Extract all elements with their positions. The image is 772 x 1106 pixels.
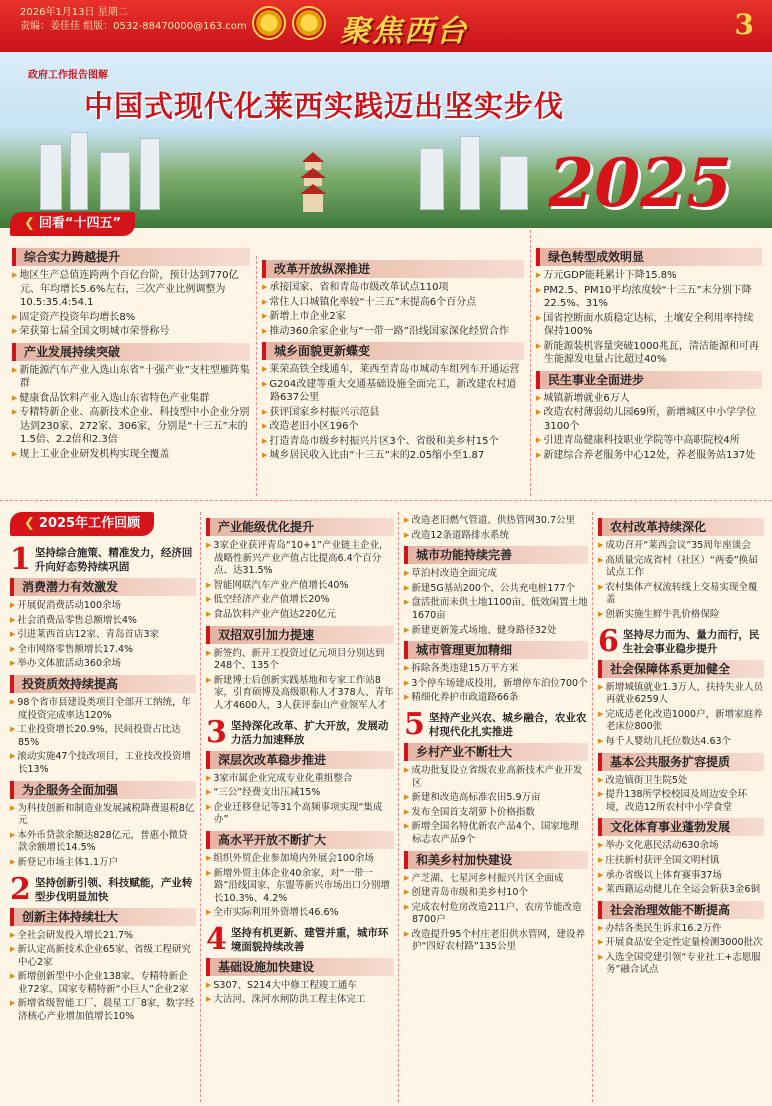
section-heading: 和美乡村加快建设 [404,851,588,869]
work-review-banner-label: 2025年工作回顾 [38,516,141,531]
list-item: ▶ 举办文体旅活动360余场 [10,657,196,671]
list-item: ▶ 3家企业获评青岛“10+1”产业链主企业，战略性新兴产业产值占比提高6.4个百分点、达31.5% [206,539,394,578]
section-heading: 创新主体持续壮大 [10,908,196,926]
review-column-1 [12,244,250,462]
list-item: ▶ 新增全国名特优新农产品4个、国家地理标志农产品9个 [404,820,588,846]
list-item: ▶ 引进青岛健康科技职业学院等中高职院校4所 [536,434,762,448]
section-heading: 高水平开放不断扩大 [206,831,394,849]
list-item: ▶ 盘活批而未供土地1100亩、低效闲置土地1670亩 [404,596,588,622]
building-shape [460,136,480,210]
list-item: ▶ 入选全国党建引领“专业社工+志愿服务”融合试点 [598,951,764,977]
work-section [404,546,588,637]
section-heading: 城乡面貌更新蝶变 [262,342,524,360]
masthead-info [20,6,247,34]
section-heading: 城市管理更加精细 [404,641,588,659]
list-item: ▶ 新认定高新技术企业65家、省级工程研究中心2家 [10,943,196,969]
list-item: ▶ 完成适老化改造1000户，新增家庭养老床位800张 [598,708,764,734]
list-item: ▶ 办结各类民生诉求16.2万件 [598,922,764,936]
section-heading: 投资质效持续提高 [10,675,196,693]
list-item: ▶ 社会消费品零售总额增长4% [10,614,196,628]
pillar-heading [404,706,588,742]
pillar-number: 2 [10,871,31,907]
work-review-banner [10,512,154,536]
list-item: ▶ G204改建等重大交通基础设施全面完工，新改建农村道路637公里 [262,378,524,405]
chevron-left-icon: ❮ [24,516,35,531]
section-heading: 深层次改革稳步推进 [206,751,394,769]
editor-line: 责编：姜佳佳 组版：0532-88470000@163.com [20,21,247,32]
work-section [206,751,394,827]
list-item: ▶ 创建青岛市级和美乡村10个 [404,886,588,900]
cppcc-emblem-icon [292,6,326,40]
list-item: ▶ 新建5G基站200个、公共充电桩177个 [404,582,588,596]
list-item: ▶ 新能源汽车产业入选山东省“十强产业”支柱型雁阵集群 [12,364,250,391]
list-item: ▶ 新建博士后创新实践基地和专家工作站8家，引育硕博及高级职称人才378人、青年人才4600人，3人获评泰山产业领军人才 [206,674,394,713]
pillar-text: 坚持综合施策、精准发力，经济回升向好态势持续巩固 [34,547,193,573]
building-shape [500,156,528,210]
work-section [10,908,196,1024]
chevron-left-icon: ❮ [24,216,35,231]
pillar-number: 3 [206,714,227,750]
work-column-3 [404,514,588,955]
building-shape [420,148,444,210]
page-number: 3 [734,8,754,41]
list-item: ▶ 企业迁移登记等31个高频事项实现“集成办” [206,801,394,827]
list-item: ▶ 新签约、新开工投资过亿元项目分别达到248个、135个 [206,647,394,673]
section-heading: 乡村产业不断壮大 [404,743,588,761]
list-item: ▶ 打造青岛市级乡村振兴片区3个、省级和美乡村15个 [262,435,524,449]
section-heading: 民生事业全面进步 [536,371,762,389]
list-item: ▶ 莱西籍运动健儿在全运会斩获3金6铜 [598,883,764,897]
list-item: ▶ 新增省级智能工厂、晨星工厂8家，数字经济核心产业增加值增长10% [10,997,196,1023]
work-section [598,518,764,622]
list-item: ▶ PM2.5、PM10平均浓度较“十三五”末分别下降22.5%、31% [536,284,762,311]
section-heading: 综合实力跨越提升 [12,248,250,266]
list-item: ▶ 规上工业企业研发机构实现全覆盖 [12,448,250,462]
hero-year: 2025 [548,144,732,222]
section-heading: 消费潜力有效激发 [10,578,196,596]
list-item: ▶ 新登记市场主体1.1万户 [10,856,196,870]
pagoda-icon [300,152,326,212]
list-item: ▶ 新建综合养老服务中心12处，养老服务站137处 [536,449,762,463]
work-section [10,781,196,870]
work-section [10,578,196,671]
list-item: ▶ 改造老旧燃气管道、供热管网30.7公里 [404,514,588,528]
section-heading: 城市功能持续完善 [404,546,588,564]
section-heading: 为企服务全面加强 [10,781,196,799]
list-item: ▶ 荣获第七届全国文明城市荣誉称号 [12,325,250,339]
section-heading: 产业能级优化提升 [206,518,394,536]
list-item: ▶ 引进莱西首店12家、青岛首店3家 [10,628,196,642]
work-section [598,818,764,896]
list-item: ▶ 提升138所学校校园及周边安全环境，改造12所农村中小学食堂 [598,788,764,814]
work-column-4 [598,514,764,978]
list-item: ▶ 成功召开“莱西会议”35周年座谈会 [598,539,764,553]
column-divider [530,230,531,496]
list-item: ▶ 本外币贷款余额达828亿元，普惠小微贷款余额增长14.5% [10,829,196,855]
section-heading: 社会治理效能不断提高 [598,901,764,919]
work-section [206,518,394,622]
list-item: ▶ 改造提升95个村庄老旧供水管网，建设养护“四好农村路”135公里 [404,928,588,954]
list-item: ▶ 举办文化惠民活动630余场 [598,839,764,853]
list-item: ▶ 产芝湖、七星河乡村振兴片区全面成 [404,872,588,886]
list-item: ▶ 庄扶新村获评全国文明村镇 [598,854,764,868]
list-item: ▶ 专精特新企业、高新技术企业、科技型中小企业分别达到230家、272家、306家，分别是“十三五”末的1.5倍、2.2倍和2.3倍 [12,406,250,447]
work-section [404,743,588,847]
page-brand: 聚焦西台 [340,14,468,49]
building-shape [100,152,130,210]
list-item: ▶ 承接国家、省和青岛市级改革试点110项 [262,281,524,295]
list-item: ▶ 健康食品饮料产业入选山东省特色产业集群 [12,392,250,406]
list-item: ▶ 固定资产投资年均增长8% [12,311,250,325]
list-item: ▶ 为科技创新和制造业发展减税降费退税8亿元 [10,802,196,828]
list-item: ▶ 低空经济产业产值增长20% [206,593,394,607]
list-item: ▶ 每千人婴幼儿托位数达4.63个 [598,735,764,749]
list-item: ▶ 智能网联汽车产业产值增长40% [206,579,394,593]
section-divider [0,500,772,501]
work-section [598,901,764,977]
building-shape [40,144,62,210]
list-item: ▶ 工业投资增长20.9%，民间投资占比达85% [10,723,196,749]
list-item: ▶ 完成农村危房改造211户、农房节能改造8700户 [404,901,588,927]
list-item: ▶ 城镇新增就业6万人 [536,392,762,406]
list-item: ▶ 农村集体产权流转线上交易实现全覆盖 [598,581,764,607]
work-section [206,831,394,920]
list-item: ▶ 新建更新笼式场地、健身路径32处 [404,624,588,638]
list-item: ▶ 大沽河、洙河水闸防洪工程主体完工 [206,993,394,1007]
work-column-2 [206,514,394,1008]
work-section [10,675,196,777]
section-heading: 绿色转型成效明显 [536,248,762,266]
list-item: ▶ 新增创新型中小企业138家、专精特新企业72家、国家专精特新“小巨人”企业2家 [10,970,196,996]
review-section [12,248,250,339]
list-item: ▶ 创新实施生鲜牛乳价格保险 [598,608,764,622]
hero-banner [0,52,772,228]
list-item: ▶ 地区生产总值连跨两个百亿台阶，预计达到770亿元、年均增长5.6%左右，三次产业比例调整为10.5:35.4:54.1 [12,269,250,310]
work-section [404,641,588,705]
column-divider [200,512,201,1102]
pillar-heading [598,623,764,659]
work-section [206,626,394,713]
party-emblem-icon [252,6,286,40]
review-section [536,248,762,367]
review-column-2 [262,256,524,464]
work-section [404,851,588,955]
section-heading: 基础设施加快建设 [206,958,394,976]
review-section [536,371,762,463]
pillar-number: 4 [206,921,227,957]
list-item: ▶ 3个停车场建成投用，新增停车泊位700个 [404,677,588,691]
list-item: ▶ 成功批复设立省级农业高新技术产业开发区 [404,764,588,790]
list-item: ▶ 全市实际利用外资增长46.6% [206,906,394,920]
hero-tag: 政府工作报告图解 [28,70,108,81]
list-item: ▶ 3家市属企业完成专业化重组整合 [206,772,394,786]
list-item: ▶ 食品饮料产业产值达220亿元 [206,608,394,622]
section-heading: 农村改革持续深化 [598,518,764,536]
section-heading: 产业发展持续突破 [12,343,250,361]
section-heading: 改革开放纵深推进 [262,260,524,278]
building-shape [70,132,88,210]
page-title: 中国式现代化莱西实践迈出坚实步伐 [84,89,565,123]
list-item: ▶ 新建和改造高标准农田5.9万亩 [404,791,588,805]
list-item: ▶ 高质量完成省村（社区）“两委”换届试点工作 [598,554,764,580]
masthead [0,0,772,52]
list-item: ▶ 改造老旧小区196个 [262,420,524,434]
pillar-number: 1 [10,542,31,577]
pillar-heading [206,921,394,957]
list-item: ▶ “三公”经费支出压减15% [206,786,394,800]
list-item: ▶ 改造12条道路排水系统 [404,529,588,543]
list-item: ▶ 万元GDP能耗累计下降15.8% [536,269,762,283]
pillar-text: 坚持尽力而为、量力而行，民生社会事业稳步提升 [622,628,760,655]
list-item: ▶ 草泊村改造全面完成 [404,567,588,581]
pillar-text: 坚持有机更新、建管并重，城市环境面貌持续改善 [230,926,389,953]
list-item: ▶ 承办省级以上体育赛事37场 [598,869,764,883]
review-column-3 [536,244,762,463]
list-item: ▶ 城乡居民收入比由“十三五”末的2.05缩小至1.87 [262,449,524,463]
work-section [206,958,394,1007]
section-heading: 文化体育事业蓬勃发展 [598,818,764,836]
review-banner [10,212,135,236]
list-item: ▶ 获评国家乡村振兴示范县 [262,406,524,420]
list-item: ▶ 新能源装机容量突破1000兆瓦，清洁能源和可再生能源发电量占比超过40% [536,340,762,367]
pillar-heading [10,871,196,907]
column-divider [256,256,257,496]
list-item: ▶ 新增城镇就业1.3万人，扶持失业人员再就业6259人 [598,681,764,707]
date-line: 2026年1月13日 星期二 [20,7,128,18]
list-item: ▶ 组织外贸企业参加境内外展会100余场 [206,852,394,866]
work-section [598,753,764,815]
review-section [12,343,250,462]
list-item: ▶ 发布全国首支胡萝卜价格指数 [404,806,588,820]
list-item: ▶ 国省控断面水质稳定达标，土壤安全利用率持续保持100% [536,312,762,339]
list-item: ▶ 新增上市企业2家 [262,310,524,324]
building-shape [140,138,160,210]
list-item: ▶ 精细化养护市政道路66条 [404,691,588,705]
review-banner-label: 回看“十四五” [38,216,121,231]
review-section [262,260,524,338]
pillar-text: 坚持深化改革、扩大开放，发展动力活力加速释放 [230,719,389,746]
list-item: ▶ S307、S214大中修工程竣工通车 [206,979,394,993]
column-divider [592,512,593,1102]
pillar-text: 坚持创新引领、科技赋能，产业转型步伐明显加快 [34,876,193,903]
list-item: ▶ 莱荣高铁全线通车，莱西至青岛市城动车组列车开通运营 [262,363,524,377]
list-item: ▶ 开展促消费活动100余场 [10,599,196,613]
column-divider [398,512,399,1102]
pillar-heading [206,714,394,750]
pillar-heading [10,542,196,577]
pillar-number: 5 [404,706,425,742]
pillar-text: 坚持产业兴农、城乡融合，农业农村现代化扎实推进 [428,711,587,738]
section-heading: 社会保障体系更加健全 [598,660,764,678]
list-item: ▶ 滚动实施47个技改项目，工业技改投资增长13% [10,750,196,776]
work-section [598,660,764,749]
list-item: ▶ 推动360余家企业与“一带一路”沿线国家深化经贸合作 [262,325,524,339]
section-heading: 双招双引加力提速 [206,626,394,644]
list-item: ▶ 开展食品安全定性定量检测3000批次 [598,936,764,950]
list-item: ▶ 98个省市县建设类项目全部开工纳统，年度投资完成率达120% [10,696,196,722]
list-item: ▶ 改造农村薄弱幼儿园69所，新增城区中小学学位3100个 [536,406,762,433]
list-item: ▶ 全市网络零售额增长17.4% [10,643,196,657]
work-column-1 [10,540,196,1025]
list-item: ▶ 改造镇街卫生院5处 [598,774,764,788]
list-item: ▶ 常住人口城镇化率较“十三五”末提高6个百分点 [262,296,524,310]
section-heading: 基本公共服务扩容提质 [598,753,764,771]
list-item: ▶ 全社会研发投入增长21.7% [10,929,196,943]
list-item: ▶ 新增外贸主体企业40余家，对“一带一路”沿线国家、东盟等新兴市场出口分别增长10.3%、4.2% [206,867,394,906]
pillar-number: 6 [598,623,619,659]
list-item: ▶ 拆除各类违建15万平方米 [404,662,588,676]
review-section [262,342,524,463]
